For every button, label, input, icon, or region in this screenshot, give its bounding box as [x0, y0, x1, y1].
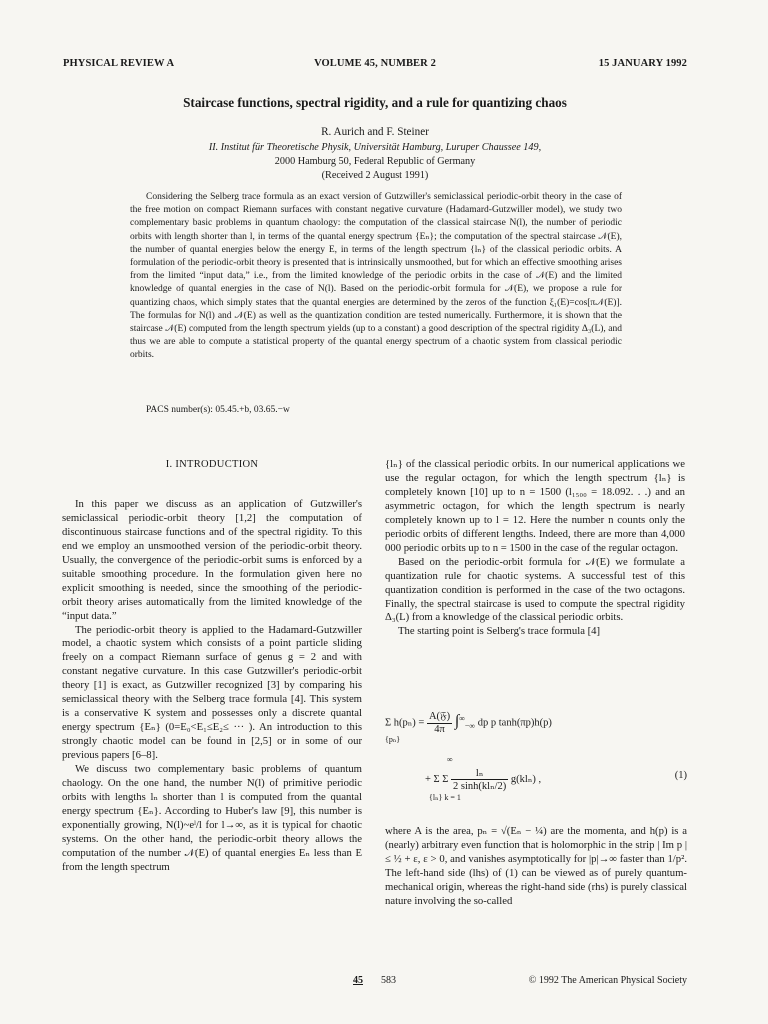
double-sum: + Σ Σ [425, 773, 449, 785]
integrand: dp p tanh(πp)h(p) [477, 717, 552, 729]
paragraph: The starting point is Selberg's trace formula [4] [398, 625, 601, 638]
selberg-trace-formula [385, 705, 687, 805]
paragraph: Based on the periodic-orbit formula for 𝒩(E) we formulate a quantization rule for chaotic systems. A successful test of this quantization condition is performed in the case of the two octagons. Finally, the spectral staircase is used to compute the spectral rigidity Δ₃(L) from a knowledge of the classical periodic orbits. [385, 555, 685, 624]
double-sum-subscript: {lₙ} k = 1 [429, 793, 461, 802]
post-equation-text: where A is the area, pₙ = √(Eₙ − ¼) are the momenta, and h(p) is a (nearly) arbitrary even function that is holomorphic in the strip | Im p | ≤ ½ + ε, ε > 0, and vanishes asymptotically for |p|→∞ faster than 1/p². The left-hand side (lhs) of (1) can be viewed as of purely quantum-mechanical origin, whereas the right-hand side (rhs) is purely classical nature involving the so-called [385, 825, 687, 907]
length-fraction [451, 767, 508, 792]
area-fraction [427, 711, 452, 735]
page-number: 583 [381, 975, 396, 986]
equation-lhs: Σ h(pₙ) = [385, 717, 425, 729]
right-column [385, 458, 685, 639]
author-affiliation [63, 141, 687, 183]
affiliation-line-2: 2000 Hamburg 50, Federal Republic of Germany [274, 156, 476, 167]
integral-sign: ∫ [454, 712, 460, 730]
copyright: © 1992 The American Physical Society [528, 975, 687, 986]
fraction-denominator: 4π [434, 724, 445, 735]
article-authors: R. Aurich and F. Steiner [321, 126, 429, 138]
fraction-numerator: A(𝔉) [428, 711, 451, 722]
received-date: (Received 2 August 1991) [321, 170, 429, 181]
affiliation-line-1: II. Institut für Theoretische Physik, Universität Hamburg, Luruper Chaussee 149, [208, 142, 542, 153]
paragraph: In this paper we discuss as an application of Gutzwiller's semiclassical periodic-orbit theory [1,2] the computation of discontinuous staircase functions and of the spectral rigidity. To this end we employ an unsmoothed version of the periodic-orbit theory. Usually, the convergence of the periodic-orbit sums is enforced by a suitable smoothing procedure. In the formulation given here no explicit smoothing is needed, since the smoothing of the periodic-orbit theory arises automatically from the limited knowledge of the “input data.” [62, 497, 362, 622]
abstract: Considering the Selberg trace formula as an exact version of Gutzwiller's semiclassical periodic-orbit theory in the case of the free motion on compact Riemann surfaces with constant negative curvature (Hadamard-Gutzwiller model), we study two complementary basic problems in quantum chaology: the computation of the classical staircase N(l), the number of periodic orbits with length shorter than l, in terms of the quantal energy spectrum {Eₙ}; the computation of the spectral staircase 𝒩(E), the number of quantal energies below the energy E, in terms of the length spectrum {lₙ} of the classical periodic orbits. A formulation of the periodic-orbit theory is presented that is intrinsically unsmoothed, but for which an effective smoothing arises from the limited “input data,” i.e., from the limited knowledge of the periodic orbits in the case of 𝒩(E) and the limited knowledge of quantal energies in the case of N(l). Based on the periodic-orbit formula for 𝒩(E), we propose a rule for quantizing chaos, which simply states that the quantal energies are determined by the zeros of the function ξ₁(E)=cos[π𝒩(E)]. The formulas for N(l) and 𝒩(E) as well as the quantization condition are tested numerically. Furthermore, it is shown that the staircase 𝒩(E) computed from the length spectrum yields (up to a constant) a good description of the spectral rigidity Δ₃(L), and thus we are able to compute a statistical property of the quantal energy spectrum of a chaotic system from classical periodic orbits. [130, 192, 622, 361]
equation-line-1 [385, 711, 552, 735]
sum-subscript: {pₙ} [385, 735, 401, 744]
paragraph: The periodic-orbit theory is applied to the Hadamard-Gutzwiller model, a chaotic system which consists of a point particle sliding freely on a compact Riemann surface of genus g = 2 and with constant negative curvature. In this case Gutzwiller's periodic-orbit theory [1] is exact, as Gutzwiller recognized [3] by comparing his semiclassical theory with the Selberg trace formula [4]. This system is a conservative K system and possesses only a discrete quantal energy spectrum {Eₙ} (0=E₀<E₁≤E₂≤ ··· ). An introduction to this strongly chaotic model can be found in [2,5] or in some of our previous papers [6–8]. [62, 623, 362, 762]
equation-number: (1) [674, 770, 687, 781]
fraction-denominator: 2 sinh(klₙ/2) [453, 781, 507, 792]
paragraph: {lₙ} of the classical periodic orbits. In our numerical applications we use the regular octagon, for which the length spectrum {lₙ} is completely known [10] up to n = 1500 (l₁₅₀₀ = 18.092. . .) and an asymmetric octagon, for which the length spectrum is nearly completely known up to l = 12. Here the number n counts only the periodic orbits of different lengths. Indeed, there are more than 4,000 000 periodic orbits up to n = 1500 in the case of the regular octagon. [385, 458, 685, 554]
left-column [62, 458, 362, 875]
journal-name: PHYSICAL REVIEW A [63, 58, 175, 69]
fraction-numerator: lₙ [451, 767, 508, 780]
integral-upper-limit: ∞ [459, 713, 465, 723]
page-footer [63, 975, 687, 989]
equation-line-2 [425, 767, 541, 792]
volume-number: VOLUME 45, NUMBER 2 [314, 58, 436, 69]
paragraph: We discuss two complementary basic problems of quantum chaology. On the one hand, the number N(l) of primitive periodic orbits with lengths lₙ shorter than l is computed from the quantal energy spectrum {Eₙ}. According to Huber's law [9], this number is exponentially growing, N(l)~eˡ/l for l→∞, as it is typical for chaotic systems. On the other hand, the periodic-orbit theory allows the computation of the number 𝒩(E) of quantal energies Eₙ less than E from the length spectrum [62, 763, 362, 873]
double-sum-superscript: ∞ [447, 755, 453, 764]
section-heading: I. INTRODUCTION [165, 459, 259, 470]
pacs-numbers: PACS number(s): 05.45.+b, 03.65.−w [146, 405, 290, 415]
integral-lower-limit: −∞ [464, 721, 476, 731]
issue-date: 15 JANUARY 1992 [598, 58, 687, 69]
running-head [63, 58, 687, 72]
article-title: Staircase functions, spectral rigidity, and a rule for quantizing chaos [183, 95, 567, 110]
equation-tail: g(klₙ) , [510, 773, 542, 785]
footer-volume: 45 [353, 975, 363, 986]
